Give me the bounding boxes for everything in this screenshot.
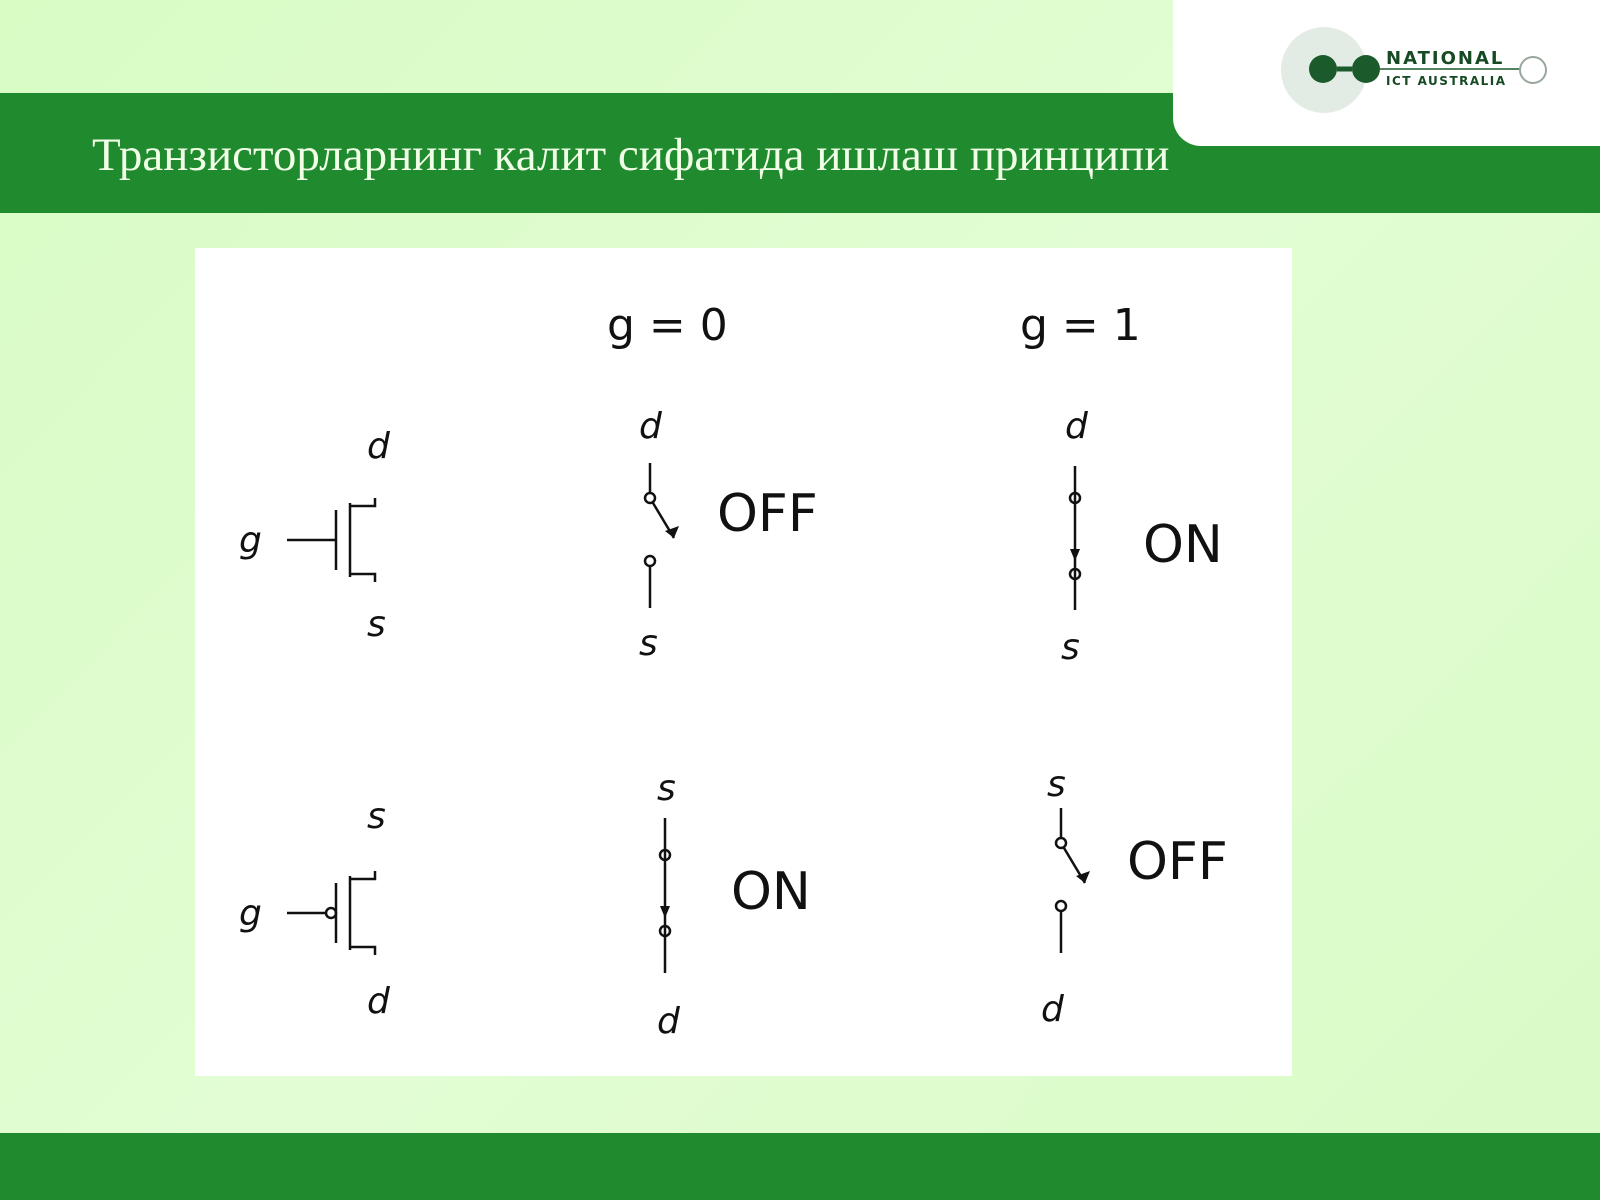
pmos-symbol	[287, 871, 375, 955]
nmos-g0-source-label: s	[639, 623, 658, 664]
switch-nmos-g0-open	[645, 463, 674, 608]
logo-panel	[1173, 0, 1600, 146]
pmos-source-label: s	[367, 796, 386, 837]
switch-pmos-g0-arrow	[660, 906, 670, 918]
header-g1: g = 1	[1020, 300, 1141, 351]
footer-band	[0, 1133, 1600, 1200]
logo-text-ict-australia: ICT AUSTRALIA	[1386, 74, 1507, 88]
nmos-symbol	[287, 498, 375, 582]
slide-title: Транзисторларнинг калит сифатида ишлаш принципи	[92, 129, 1170, 181]
nmos-drain-label: d	[367, 426, 390, 467]
nmos-gate-label: g	[239, 520, 262, 561]
nicta-logo-icon	[1173, 0, 1600, 146]
switch-nmos-g1-arrow	[1070, 549, 1080, 561]
pmos-g0-state: ON	[731, 862, 811, 922]
pmos-g0-source-label: s	[657, 768, 676, 809]
switch-pmos-g0-closed	[660, 818, 670, 973]
switch-pmos-g1-open	[1056, 808, 1085, 953]
pmos-g1-source-label: s	[1047, 764, 1066, 805]
pmos-g1-state: OFF	[1127, 832, 1228, 892]
pmos-drain-label: d	[367, 981, 390, 1022]
nmos-g1-drain-label: d	[1065, 406, 1088, 447]
logo-text-national: NATIONAL	[1386, 48, 1505, 69]
nmos-g0-state: OFF	[717, 484, 818, 544]
nmos-source-label: s	[367, 604, 386, 645]
nmos-g1-state: ON	[1143, 515, 1223, 575]
nmos-g0-drain-label: d	[639, 406, 662, 447]
transistor-switch-diagram	[195, 248, 1292, 1076]
nmos-g1-source-label: s	[1061, 627, 1080, 668]
pmos-g1-drain-label: d	[1041, 989, 1064, 1030]
pmos-g0-drain-label: d	[657, 1001, 680, 1042]
header-g0: g = 0	[607, 300, 728, 351]
switch-nmos-g1-closed	[1070, 466, 1080, 610]
pmos-gate-label: g	[239, 893, 262, 934]
diagram-canvas	[195, 248, 1292, 1076]
